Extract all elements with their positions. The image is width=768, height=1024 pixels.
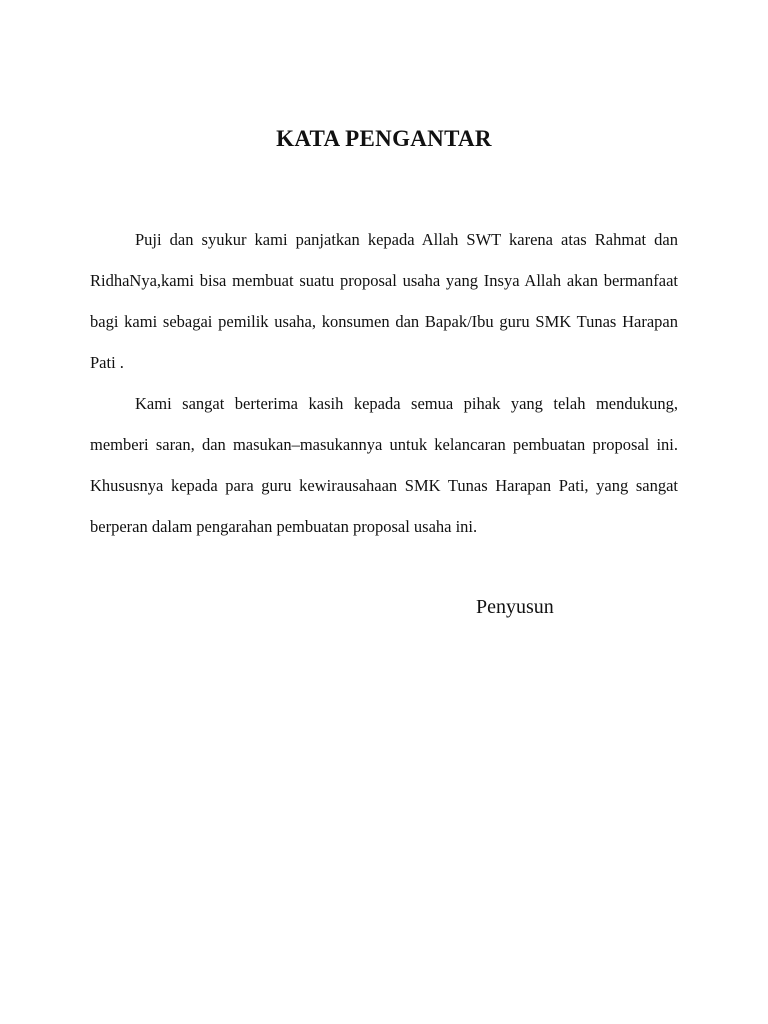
signature-label: Penyusun xyxy=(476,596,554,618)
paragraph-gratitude: Puji dan syukur kami panjatkan kepada Allah SWT karena atas Rahmat dan RidhaNya,kami bisa membuat suatu proposal usaha yang Insya Allah akan bermanfaat bagi kami sebagai pemilik usaha, konsumen dan Bapak/Ibu guru SMK Tunas Harapan Pati . xyxy=(90,230,678,372)
paragraph-thanks: Kami sangat berterima kasih kepada semua pihak yang telah mendukung, memberi saran, dan masukan–masukannya untuk kelancaran pembuatan proposal ini. Khususnya kepada para guru kewirausahaan SMK Tunas Harapan Pati, yang sangat berperan dalam pengarahan pembuatan proposal usaha ini. xyxy=(90,394,678,536)
page-title: KATA PENGANTAR xyxy=(276,126,492,151)
